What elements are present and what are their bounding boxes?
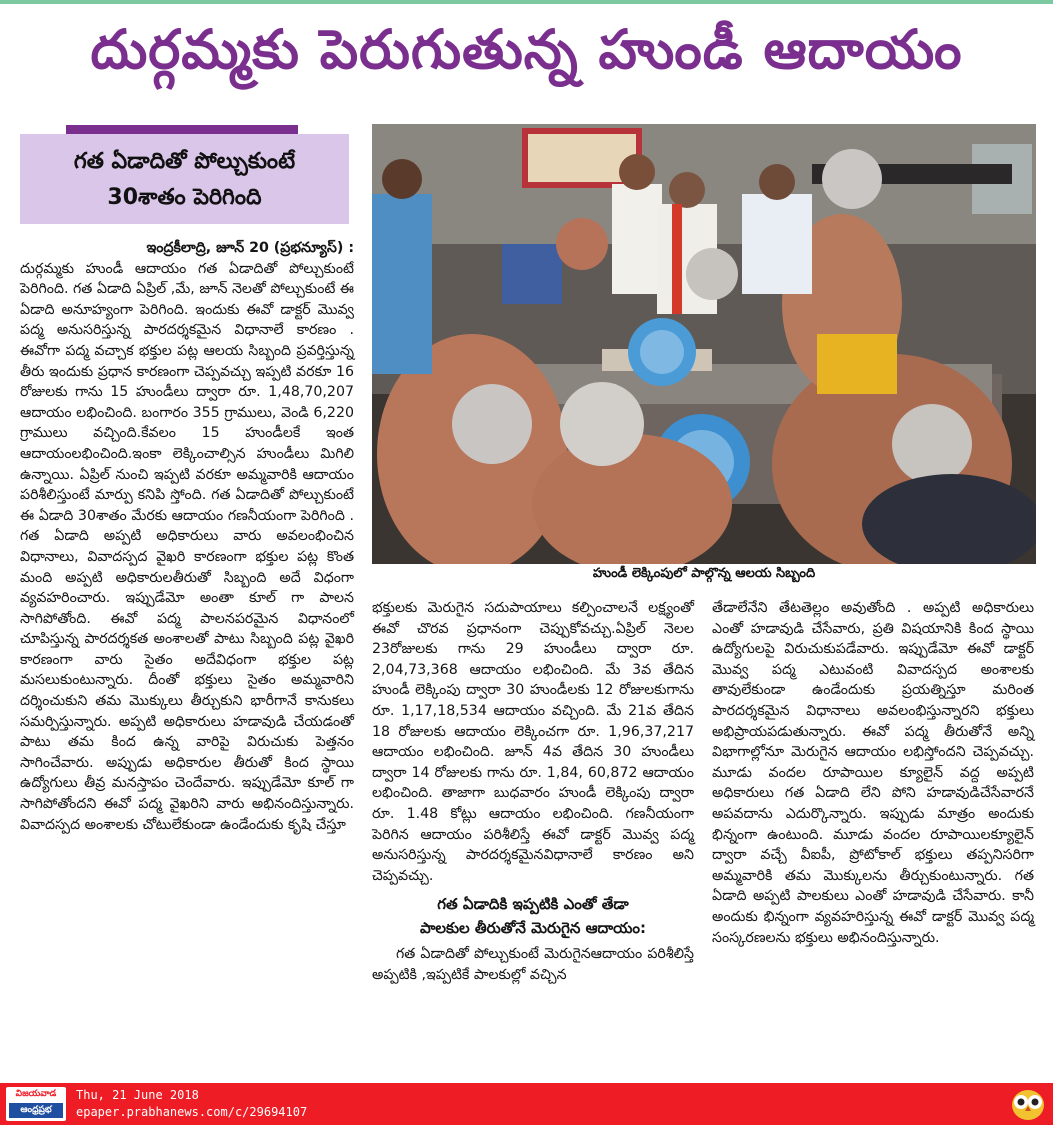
edition-label: విజయవాడ (15, 1089, 57, 1099)
newspaper-logo (6, 1087, 66, 1121)
owl-icon (1010, 1087, 1046, 1121)
inline-subheading-line1: గత ఏడాదికి ఇప్పటికి ఎంతో తేడా (437, 895, 629, 914)
inline-subheading (372, 892, 694, 940)
footer-bar (0, 1083, 1053, 1125)
inline-subheading-line2: పాలకుల తీరుతోనే మెరుగైన ఆదాయం: (419, 919, 647, 938)
subheadline-box (20, 134, 349, 224)
dateline: ఇంద్రకీలాద్రి, జూన్ 20 (ప్రభన్యూస్) : (146, 240, 354, 256)
article-column-1 (20, 238, 354, 835)
column-1-text: దుర్గమ్మకు హుండీ ఆదాయం గత ఏడాదితో పోల్చుకుంటే పెరిగింది. గత ఏడాది ఏప్రిల్ ,మే, జూన్ నెలతో పోల్చుకుంటే ఈ ఏడాది అనూహ్యంగా పెరిగింది. ఇందుకు ఈవో డాక్టర్ మొవ్వ పద్మ అనుసరిస్తున్న పారదర్శకమైన విధానాలే కారణం . ఈవోగా పద్మ వచ్చాక భక్తుల పట్ల ఆలయ సిబ్బంది ప్రవర్తిస్తున్న తీరు ఇందుకు ప్రధాన కారణంగా చెప్పవచ్చు ఇప్పటి వరకూ 16 రోజులకు గాను 15 హుండీలు ద్వారా రూ. 1,48,70,207 ఆదాయం లభించింది. బంగారం 355 గ్రాములు, వెండి 6,220 గ్రాములు వచ్చింది.కేవలం 15 హుండీలకే ఇంత ఆదాయంలభించింది.ఇంకా లెక్కించాల్సిన హుండీలు మిగిలి ఉన్నాయి. ఏప్రిల్ నుంచి ఇప్పటి వరకూ అమ్మవారికి ఆదాయం పరిశీలిస్తుంటే మార్పు కనిపి స్తోంది. గత ఏడాదితో పోల్చుకుంటే ఈ ఏడాది 30శాతం మేరకు ఆదాయం గణనీయంగా పెరిగింది . గత ఏడాది అప్పటి అధికారులు వారు అవలంభించిన విధానాలు, వివాదస్పద వైఖరి కారణంగా భక్తుల పట్ల కొంత మంది అప్పటి అధికారులతీరుతో సిబ్బంది అదే విధంగా వ్యవహరించారు. ఇప్పుడేమో అంతా కూల్ గా పాలన సాగిపోతోంది. ఈవో పద్మ పాలనపరమైన విధానంలో చూపిస్తున్న పారదర్శకత అంశాలతో పాటు సిబ్బంది పట్ల వైఖరి కారణంగా వారు సైతం అదేవిధంగా భక్తుల పట్ల మసలుకుంటున్నారు. దీంతో భక్తులు సైతం అమ్మవారిని దర్శించుకుని తమ మొక్కులు తీర్చుకుని భారీగానే కానుకలు సమర్పిస్తున్నారు. అప్పటి అధికారులు హడావుడి చేయడంతో పాటు తమ కింద ఉన్న వారిపై విరుచుకు పెత్తనం సాగించేవారు. అప్పుడు అధికారుల తీరుతో కింద స్థాయి ఉద్యోగులు తీవ్ర మనస్తాపం చెందేవారు. ఇప్పుడేమో కూల్ గా సాగిపోతోందని ఈవో పద్మ వైఖరిని వారు అభినందిస్తున్నారు. వివాదస్పద అంశాలకు చోటులేకుండా ఉండేందుకు కృషి చేస్తూ (20, 260, 354, 833)
top-rule (0, 0, 1053, 4)
column-3-text: తేడాలేనేని తేటతెల్లం అవుతోంది . అప్పటి అధికారులు ఎంతో హడావుడి చేసేవారు, ప్రతి విషయానికి కింద స్థాయి ఉద్యోగులపై విరుచుకుపడేవారు. ఇప్పుడేమో ఈవో డాక్టర్ మొవ్వ పద్మ ఎటువంటి వివాదస్పద అంశాలకు తావులేకుండా ఉండేందుకు ప్రయత్నిస్తూ మరింత పారదర్శకమైన విధానాలు అవలంభిస్తున్నారని భక్తులు అభిప్రాయపడుతున్నారు. ఈవో పద్మ తీరుతోనే అన్ని విభాగాల్లోనూ మెరుగైన ఆదాయం లభిస్తోందని చెప్పవచ్చు. మూడు వందల రూపాయిల క్యూలైన్ వద్ద అప్పటి అధికారులు గత ఏడాది లేని పోని హడావుడిచేసేవారనే అపవదాను ఎదుర్కొన్నారు. ఇప్పుడు మాత్రం అందుకు భిన్నంగా ఉంటుంది. మూడు వందల రూపాయిలక్యూలైన్ ద్వారా వచ్చే వీఐపీ, ప్రోటోకాల్ భక్తులు తప్పనిసరిగా అమ్మవారికి తమ మొక్కులను తీర్చుకుంటున్నారు. గత ఏడాది అప్పటి పాలకులు ఎంతో హడావుడి చేసేవారు. కానీ అందుకు భిన్నంగా వ్యవహరిస్తున్న ఈవో డాక్టర్ మొవ్వ పద్మ సంస్కరణలను భక్తులు అభినందిస్తున్నారు. (712, 600, 1034, 946)
footer-url[interactable]: epaper.prabhanews.com/c/29694107 (76, 1105, 308, 1119)
headline: దుర్గమ్మకు పెరుగుతున్న హుండీ ఆదాయం (90, 18, 963, 81)
photo-image (372, 124, 1036, 564)
news-photo (372, 124, 1036, 564)
article-column-3 (712, 598, 1034, 948)
article-column-2 (372, 598, 694, 986)
photo-caption: హుండీ లెక్కింపులో పాల్గొన్న ఆలయ సిబ్బంది (592, 566, 816, 581)
column-2-continued-text: గత ఏడాదితో పోల్చుకుంటే మెరుగైనఆదాయం పరిశీలిస్తే అప్పటికి ,ఇప్పటికే పాలకుల్లో వచ్చిన (372, 946, 694, 983)
footer-info (76, 1087, 307, 1121)
subheadline-line2: 30శాతం పెరిగింది (107, 185, 262, 210)
footer-date: Thu, 21 June 2018 (76, 1088, 199, 1102)
brand-label: ఆంధ్రప్రభ (9, 1103, 63, 1118)
column-2-text: భక్తులకు మెరుగైన సదుపాయాలు కల్పించాలనే లక్ష్యంతో ఈవో చొరవ ప్రధానంగా చెప్పుకోవచ్చు.ఏప్రిల్ నెలల 23రోజులకు గాను 29 హుండీలు ద్వారా రూ. 2,04,73,368 ఆదాయం లభించింది. మే 3వ తేదిన హుండీ లెక్కింపు ద్వారా 30 హుండీలకు 12 రోజులకుగాను రూ. 1,17,18,534 ఆదాయం వచ్చింది. మే 21వ తేదిన 18 రోజులకు ఆదాయం లెక్కించగా రూ. 1,96,37,217 ఆదాయం లభించింది. జూన్ 4వ తేదిన 30 హుండీలు ద్వారా 14 రోజులకు గాను రూ. 1,84, 60,872 ఆదాయం లభించింది. తాజాగా బుధవారం హుండీ లెక్కింపు ద్వారా రూ. 1.48 కోట్లు ఆదాయం లభించింది. గణనీయంగా పెరిగిన ఆదాయం పరిశీలిస్తే ఈవో డాక్టర్ మొవ్వ పద్మ అనుసరిస్తున్న పారదర్శకమైనవిధానాలే కారణం అని చెప్పవచ్చు. (372, 600, 694, 884)
subheadline-line1: గత ఏడాదితో పోల్చుకుంటే (73, 149, 296, 174)
